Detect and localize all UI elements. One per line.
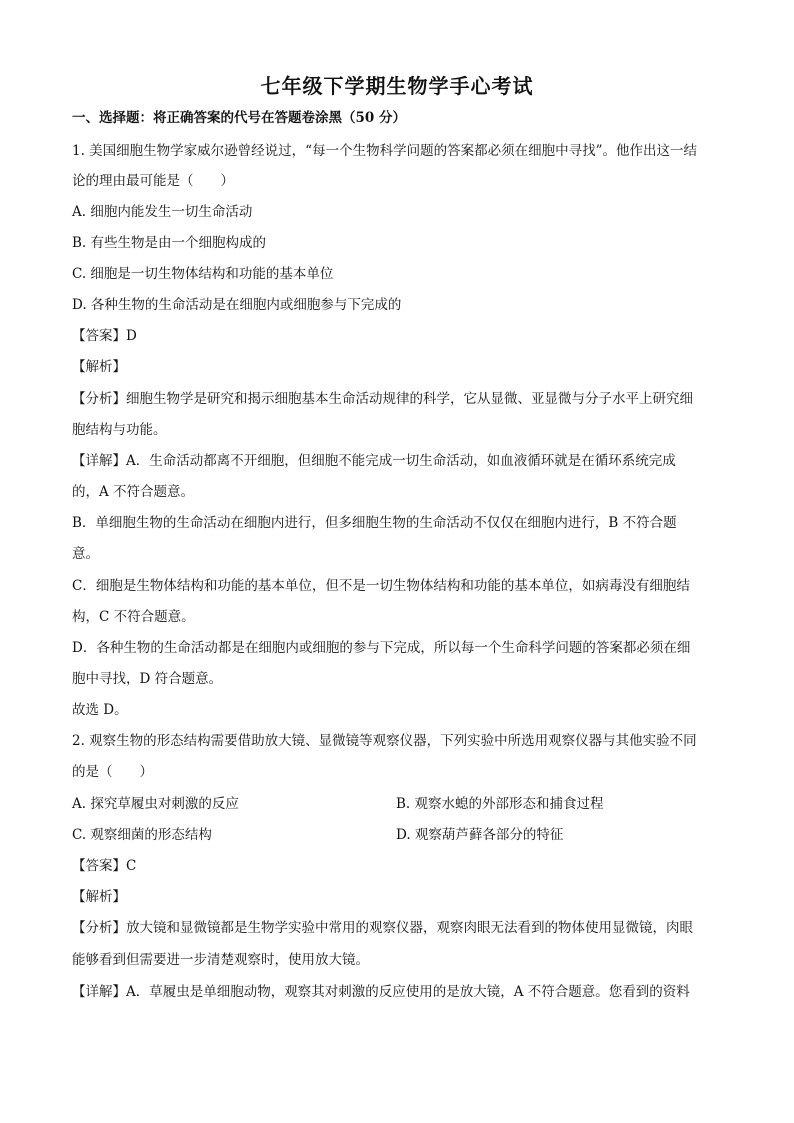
q2-fenxi-line2: 能够看到但需要进一步清楚观察时，使用放大镜。	[72, 952, 369, 968]
q2-option-b: B. 观察水螅的外部形态和捕食过程	[396, 796, 604, 812]
q1-explain-b-line1: B．单细胞生物的生命活动在细胞内进行，但多细胞生物的生命活动不仅仅在细胞内进行，B 不符合题	[72, 515, 677, 531]
q1-explain-c-line1: C．细胞是生物体结构和功能的基本单位，但不是一切生物体结构和功能的基本单位，如病毒没有细胞结	[72, 578, 690, 594]
page-title: 七年级下学期生物学手心考试	[260, 74, 534, 98]
q1-fenxi-line1: 【分析】细胞生物学是研究和揭示细胞基本生命活动规律的科学，它从显微、亚显微与分子水平上研究细	[72, 391, 693, 407]
q2-stem-line2: 的是（ ）	[72, 764, 153, 780]
q1-option-c: C. 细胞是一切生物体结构和功能的基本单位	[72, 266, 334, 282]
q1-answer: 【答案】D	[72, 328, 137, 344]
q1-fenxi-line2: 胞结构与功能。	[72, 422, 167, 438]
q1-xiangjie-line2: 的，A 不符合题意。	[72, 484, 195, 500]
q2-analysis-label: 【解析】	[72, 889, 126, 905]
section-heading: 一、选择题：将正确答案的代号在答题卷涂黑（50 分）	[72, 110, 406, 126]
q1-explain-d-line2: 胞中寻找，D 符合题意。	[72, 671, 223, 687]
q1-explain-d-line1: D．各种生物的生命活动都是在细胞内或细胞的参与下完成，所以每一个生命科学问题的答案都必须在细	[72, 640, 691, 656]
q2-fenxi-line1: 【分析】放大镜和显微镜都是生物学实验中常用的观察仪器，观察肉眼无法看到的物体使用显微镜，肉眼	[72, 920, 693, 936]
q1-xiangjie-line1: 【详解】A．生命活动都离不开细胞，但细胞不能完成一切生命活动，如血液循环就是在循环系统完成	[72, 453, 676, 469]
q1-stem-line2: 论的理由最可能是（ ）	[72, 173, 234, 189]
q2-option-c: C. 观察细菌的形态结构	[72, 827, 212, 843]
q1-explain-c-line2: 构，C 不符合题意。	[72, 609, 195, 625]
q2-stem-line1: 2. 观察生物的形态结构需要借助放大镜、显微镜等观察仪器，下列实验中所选用观察仪器与其他实验不同	[72, 733, 697, 749]
q1-analysis-label: 【解析】	[72, 359, 126, 375]
q2-answer: 【答案】C	[72, 858, 137, 874]
q1-option-a: A. 细胞内能发生一切生命活动	[72, 204, 253, 220]
q1-option-d: D. 各种生物的生命活动是在细胞内或细胞参与下完成的	[72, 297, 402, 313]
q1-conclusion: 故选 D。	[72, 702, 128, 718]
q1-stem-line1: 1. 美国细胞生物学家威尔逊曾经说过，“每一个生物科学问题的答案都必须在细胞中寻找”。他作出这一结	[72, 143, 697, 159]
q1-explain-b-line2: 意。	[72, 546, 99, 562]
q2-xiangjie-line1: 【详解】A．草履虫是单细胞动物，观察其对刺激的反应使用的是放大镜，A 不符合题意。您看到的资料	[72, 984, 690, 1000]
q2-option-a: A. 探究草履虫对刺激的反应	[72, 796, 239, 812]
q2-option-d: D. 观察葫芦藓各部分的特征	[396, 827, 564, 843]
q1-option-b: B. 有些生物是由一个细胞构成的	[72, 235, 267, 251]
